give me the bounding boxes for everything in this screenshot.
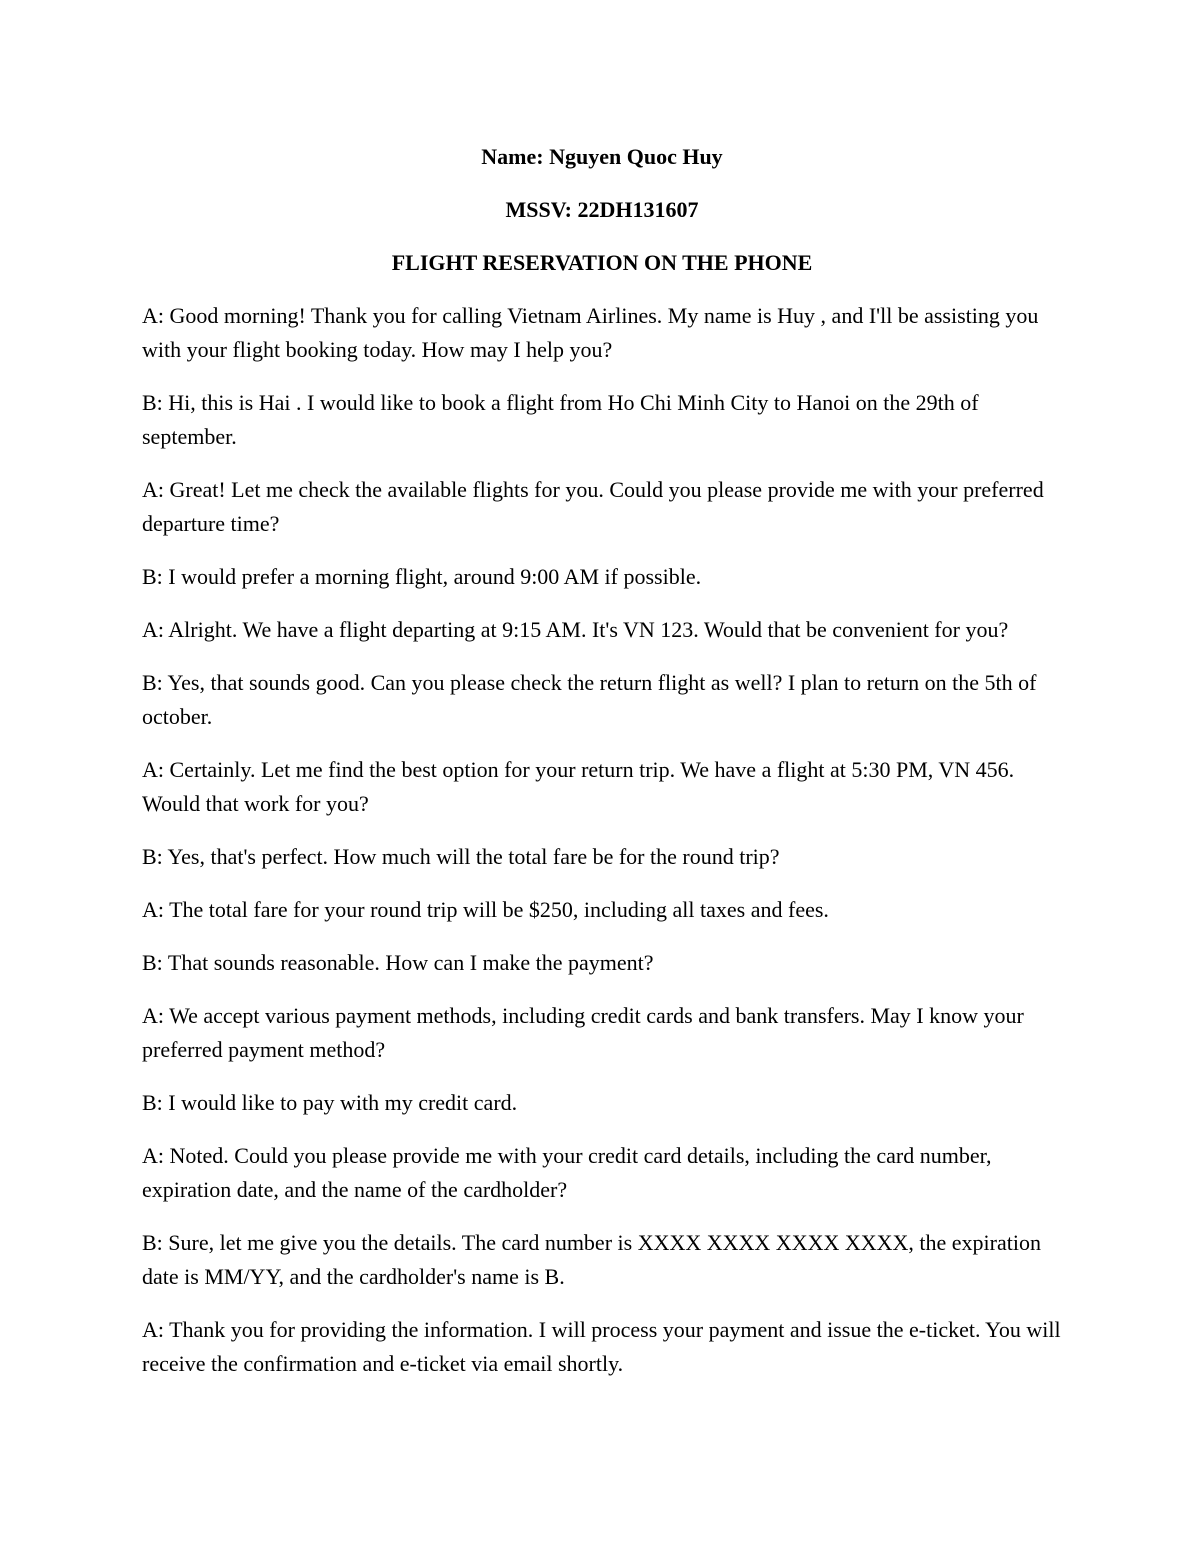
dialogue-line: B: Hi, this is Hai . I would like to book a flight from Ho Chi Minh City to Hanoi on the 29th of september. — [142, 390, 979, 449]
document-body — [142, 140, 1062, 1400]
student-name: Name: Nguyen Quoc Huy — [481, 144, 723, 169]
dialogue-line: B: Yes, that's perfect. How much will the total fare be for the round trip? — [142, 844, 780, 869]
dialogue-line: A: Noted. Could you please provide me with your credit card details, including the card number, expiration date, and the name of the cardholder? — [142, 1143, 992, 1202]
dialogue-line: B: Sure, let me give you the details. The card number is XXXX XXXX XXXX XXXX, the expiration date is MM/YY, and the cardholder's name is B. — [142, 1230, 1041, 1289]
student-id: MSSV: 22DH131607 — [505, 197, 699, 222]
dialogue-line: A: Great! Let me check the available flights for you. Could you please provide me with your preferred departure time? — [142, 477, 1044, 536]
dialogue-line: A: Alright. We have a flight departing at 9:15 AM. It's VN 123. Would that be convenient for you? — [142, 617, 1009, 642]
dialogue-line: A: We accept various payment methods, including credit cards and bank transfers. May I know your preferred payment method? — [142, 1003, 1024, 1062]
document-title: FLIGHT RESERVATION ON THE PHONE — [391, 250, 813, 275]
dialogue-line: A: Certainly. Let me find the best option for your return trip. We have a flight at 5:30 PM, VN 456. Would that work for you? — [142, 757, 1015, 816]
dialogue-line: A: The total fare for your round trip will be $250, including all taxes and fees. — [142, 897, 829, 922]
dialogue-line: B: That sounds reasonable. How can I make the payment? — [142, 950, 654, 975]
dialogue-line: A: Good morning! Thank you for calling Vietnam Airlines. My name is Huy , and I'll be assisting you with your flight booking today. How may I help you? — [142, 303, 1039, 362]
dialogue-line: B: I would like to pay with my credit card. — [142, 1090, 518, 1115]
dialogue-line: B: Yes, that sounds good. Can you please check the return flight as well? I plan to return on the 5th of october. — [142, 670, 1037, 729]
dialogue-line: A: Thank you for providing the information. I will process your payment and issue the e-ticket. You will receive the confirmation and e-ticket via email shortly. — [142, 1317, 1061, 1376]
dialogue-line: B: I would prefer a morning flight, around 9:00 AM if possible. — [142, 564, 702, 589]
